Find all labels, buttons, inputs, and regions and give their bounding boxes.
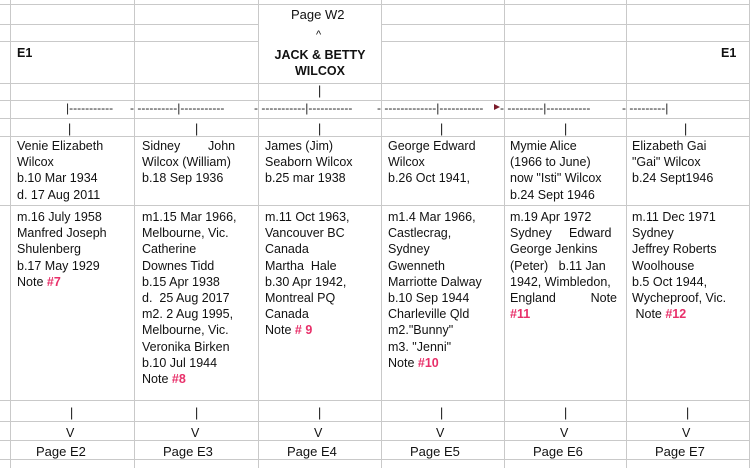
up-caret: ^ [316, 29, 322, 41]
child-3-marriage-line: b.30 Apr 1942, [265, 274, 347, 289]
child-1-note [17, 274, 129, 290]
left-section-code: E1 [17, 46, 33, 60]
child-4-birth-line: Wilcox [388, 155, 425, 170]
child-2-marriage-line: d. 25 Aug 2017 [142, 291, 230, 306]
child-2-marriage-line: Downes Tidd [142, 258, 215, 273]
child-2-marriage-line: m1.15 Mar 1966, [142, 210, 237, 224]
child-1-marriage-line: m.16 July 1958 [17, 210, 102, 224]
child-2-note [142, 371, 254, 387]
child-2-marriage-line: Veronika Birken [142, 339, 230, 354]
child-3-down-bar: | [318, 406, 322, 420]
child-4-note-link[interactable]: #10 [417, 355, 439, 370]
parents-name [259, 47, 381, 79]
child-5-birth-line: Mymie Alice [510, 139, 577, 153]
child-5-birth [510, 138, 622, 203]
child-5-down-bar: | [564, 406, 568, 420]
right-section-code: E1 [721, 46, 737, 60]
child-2-marriage [142, 209, 254, 387]
child-1-note-link[interactable]: #7 [46, 274, 61, 289]
child-3-marriage-line: Canada [265, 242, 309, 257]
child-2-marriage-line: Catherine [142, 242, 197, 257]
child-4-marriage-line: m3. "Jenni" [388, 339, 452, 354]
child-3-marriage-line: Martha Hale [265, 258, 337, 273]
child-5-down-arrow: V [560, 426, 569, 440]
child-3-note [265, 322, 377, 338]
child-2-down-arrow: V [191, 426, 200, 440]
connector-seg-6: - ---------| [622, 101, 669, 115]
child-5-marriage-line: 1942, Wimbledon, [510, 274, 611, 289]
child-3-marriage-line: Canada [265, 307, 309, 322]
parents-name-line1: JACK & BETTY [274, 48, 366, 62]
child-4-marriage [388, 209, 500, 371]
child-6-marriage-line: Jeffrey Roberts [632, 242, 717, 257]
child-6-note-link[interactable]: #12 [665, 307, 687, 322]
connector-seg-2: - ----------|----------- [130, 101, 225, 115]
child-2-note-label: Note [142, 372, 172, 387]
child-1-birth-line: b.10 Mar 1934 [17, 171, 98, 186]
child-4-down-arrow: V [436, 426, 445, 440]
child-4-marriage-line: b.10 Sep 1944 [388, 291, 470, 306]
child-2-birth-line: Wilcox (William) [142, 155, 231, 170]
child-3-marriage-line: Montreal PQ [265, 291, 336, 306]
child-3-marriage-line: m.11 Oct 1963, [265, 210, 350, 224]
child-1-tick: | [68, 122, 72, 136]
child-4-birth-line: George Edward [388, 139, 476, 153]
child-6-marriage-line: m.11 Dec 1971 [632, 210, 716, 224]
child-3-note-label: Note [265, 323, 295, 338]
child-1-birth-line: Venie Elizabeth [17, 139, 104, 153]
child-5-marriage-line: George Jenkins [510, 242, 598, 257]
child-4-down-bar: | [440, 406, 444, 420]
child-1-down-bar: | [70, 406, 74, 420]
child-1-down-arrow: V [66, 426, 75, 440]
child-4-marriage-line: m1.4 Mar 1966, [388, 210, 476, 224]
child-6-note-label: Note [632, 307, 666, 322]
child-5-marriage-line: Sydney Edward [510, 226, 612, 241]
child-5-note-link[interactable]: #11 [510, 307, 531, 322]
connector-seg-5: - ---------|----------- [500, 101, 591, 115]
child-2-birth [142, 138, 254, 187]
child-1-marriage-line: Manfred Joseph [17, 226, 107, 241]
child-6-page-ref[interactable]: Page E7 [655, 444, 705, 459]
connector-seg-3: - -----------|----------- [254, 101, 353, 115]
child-3-birth-line: b.25 mar 1938 [265, 171, 346, 186]
child-6-marriage-line: Woolhouse [632, 258, 695, 273]
child-5-marriage-line: (Peter) b.11 Jan [510, 258, 606, 273]
child-1-marriage [17, 209, 129, 290]
child-2-birth-line: b.18 Sep 1936 [142, 171, 224, 186]
child-4-birth-line: b.26 Oct 1941, [388, 171, 471, 186]
child-5-note [510, 306, 622, 322]
child-2-birth-line: Sidney John [142, 139, 236, 153]
child-6-marriage-line: Sydney [632, 226, 674, 241]
child-1-birth-line: d. 17 Aug 2011 [17, 187, 101, 202]
child-4-marriage-line: Gwenneth [388, 258, 445, 273]
child-5-tick: | [564, 122, 568, 136]
child-4-marriage-line: Charleville Qld [388, 307, 470, 322]
child-3-marriage-line: Vancouver BC [265, 226, 345, 241]
parents-connector: | [318, 84, 322, 98]
child-2-note-link[interactable]: #8 [171, 372, 186, 387]
child-6-marriage [632, 209, 744, 322]
child-2-page-ref[interactable]: Page E3 [163, 444, 213, 459]
connector-seg-1: |----------- [66, 101, 114, 115]
child-4-note-label: Note [388, 355, 418, 370]
child-6-birth [632, 138, 744, 187]
parents-name-line2: WILCOX [295, 64, 345, 78]
child-6-birth-line: Elizabeth Gai [632, 139, 707, 153]
child-5-birth-line: b.24 Sept 1946 [510, 187, 595, 202]
child-2-marriage-line: Melbourne, Vic. [142, 226, 229, 241]
child-4-birth [388, 138, 500, 187]
child-4-marriage-line: Castlecrag, [388, 226, 452, 241]
connector-seg-4: - -------------|----------- [377, 101, 484, 115]
child-1-birth-line: Wilcox [17, 155, 54, 170]
child-6-marriage-line: Wycheproof, Vic. [632, 291, 727, 306]
child-2-down-bar: | [195, 406, 199, 420]
child-3-page-ref[interactable]: Page E4 [287, 444, 337, 459]
child-5-marriage-line: England Note [510, 291, 618, 306]
child-5-birth-line: now "Isti" Wilcox [510, 171, 602, 186]
child-3-note-link[interactable]: # 9 [294, 323, 313, 338]
child-4-note [388, 355, 500, 371]
child-2-marriage-line: m2. 2 Aug 1995, [142, 307, 234, 322]
child-3-birth-line: Seaborn Wilcox [265, 155, 353, 170]
child-1-birth [17, 138, 129, 203]
child-5-marriage-line: m.19 Apr 1972 [510, 210, 592, 224]
child-1-marriage-line: Shulenberg [17, 242, 81, 257]
child-3-tick: | [318, 122, 322, 136]
child-6-birth-line: b.24 Sept1946 [632, 171, 714, 186]
child-2-marriage-line: b.15 Apr 1938 [142, 274, 220, 289]
child-4-tick: | [440, 122, 444, 136]
parent-page-ref[interactable]: Page W2 [291, 7, 345, 22]
child-3-birth [265, 138, 377, 187]
child-4-marriage-line: m2."Bunny" [388, 323, 454, 338]
child-6-tick: | [684, 122, 688, 136]
child-6-birth-line: "Gai" Wilcox [632, 155, 701, 170]
child-1-marriage-line: b.17 May 1929 [17, 258, 100, 273]
child-6-down-bar: | [686, 406, 690, 420]
child-6-note [632, 306, 744, 322]
child-2-marriage-line: Melbourne, Vic. [142, 323, 229, 338]
child-2-tick: | [195, 122, 199, 136]
child-6-marriage-line: b.5 Oct 1944, [632, 274, 708, 289]
child-1-page-ref[interactable]: Page E2 [36, 444, 86, 459]
child-3-birth-line: James (Jim) [265, 139, 334, 153]
child-4-marriage-line: Sydney [388, 242, 430, 257]
child-3-marriage [265, 209, 377, 339]
child-6-down-arrow: V [682, 426, 691, 440]
child-3-down-arrow: V [314, 426, 323, 440]
child-5-page-ref[interactable]: Page E6 [533, 444, 583, 459]
child-5-marriage [510, 209, 622, 322]
child-4-page-ref[interactable]: Page E5 [410, 444, 460, 459]
child-2-marriage-line: b.10 Jul 1944 [142, 355, 218, 370]
child-5-birth-line: (1966 to June) [510, 155, 591, 170]
child-4-marriage-line: Marriotte Dalway [388, 274, 482, 289]
child-1-note-label: Note [17, 274, 47, 289]
